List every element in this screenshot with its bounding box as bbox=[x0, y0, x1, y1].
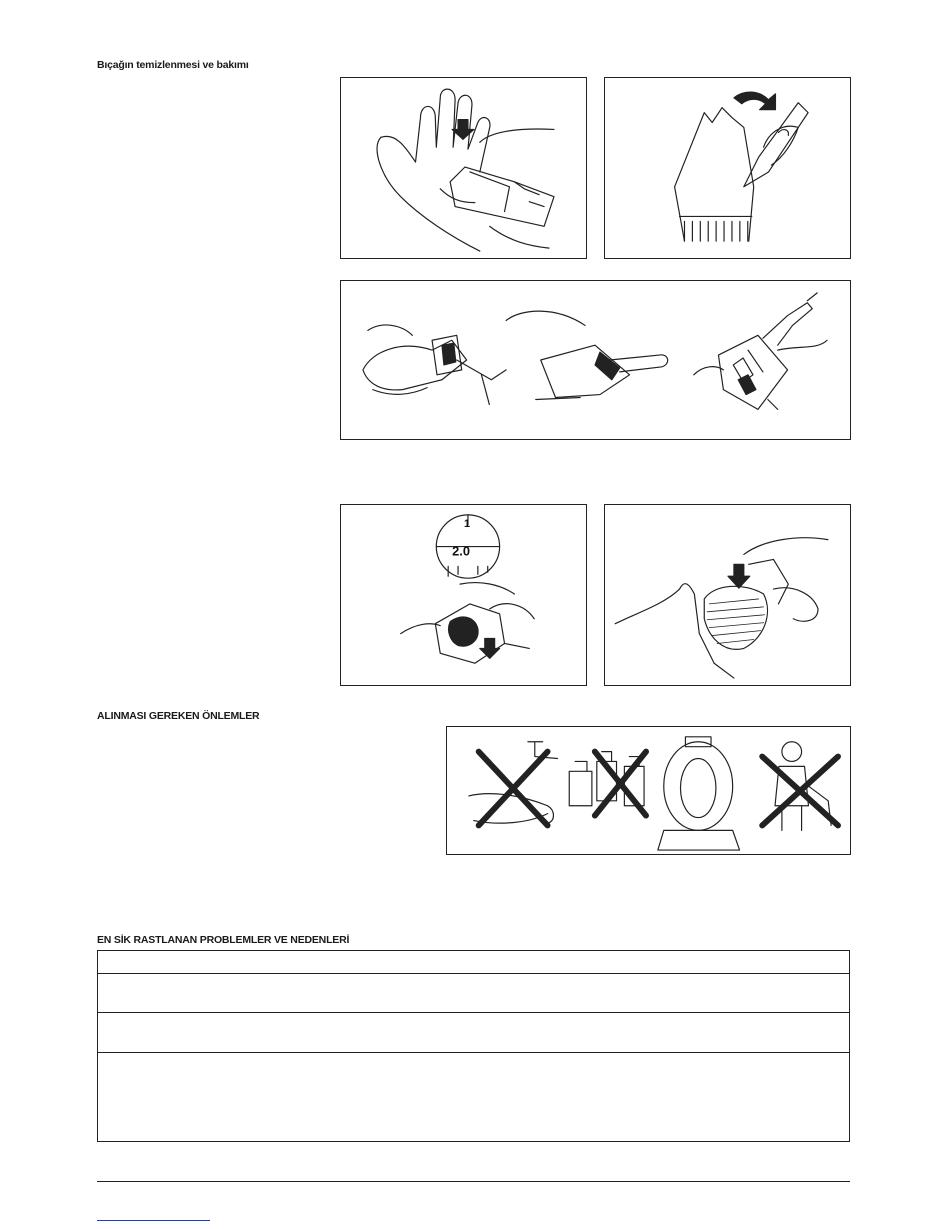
blade-care-heading: Bıçağın temizlenmesi ve bakımı bbox=[97, 59, 249, 71]
comb-attachment-illustration bbox=[604, 504, 851, 686]
common-problems-heading: EN SİK RASTLANAN PROBLEMLER VE NEDENLERİ bbox=[97, 934, 350, 946]
dial-value: 2.0 bbox=[452, 543, 470, 559]
blade-hinge-illustration bbox=[604, 77, 851, 259]
precautions-pictograms-illustration bbox=[446, 726, 851, 855]
table-row bbox=[98, 951, 849, 974]
blade-removal-illustration bbox=[340, 77, 587, 259]
blade-cleaning-sequence-illustration bbox=[340, 280, 851, 440]
dial-label-top: 1 bbox=[463, 517, 471, 530]
table-row bbox=[98, 974, 849, 1013]
cutting-height-dial-illustration bbox=[340, 504, 587, 686]
table-row bbox=[98, 1053, 849, 1141]
footer-divider bbox=[97, 1181, 850, 1182]
precautions-heading: ALINMASI GEREKEN ÖNLEMLER bbox=[97, 710, 260, 722]
table-row bbox=[98, 1013, 849, 1053]
footer-link-underline bbox=[97, 1220, 210, 1221]
problems-table bbox=[97, 950, 850, 1142]
